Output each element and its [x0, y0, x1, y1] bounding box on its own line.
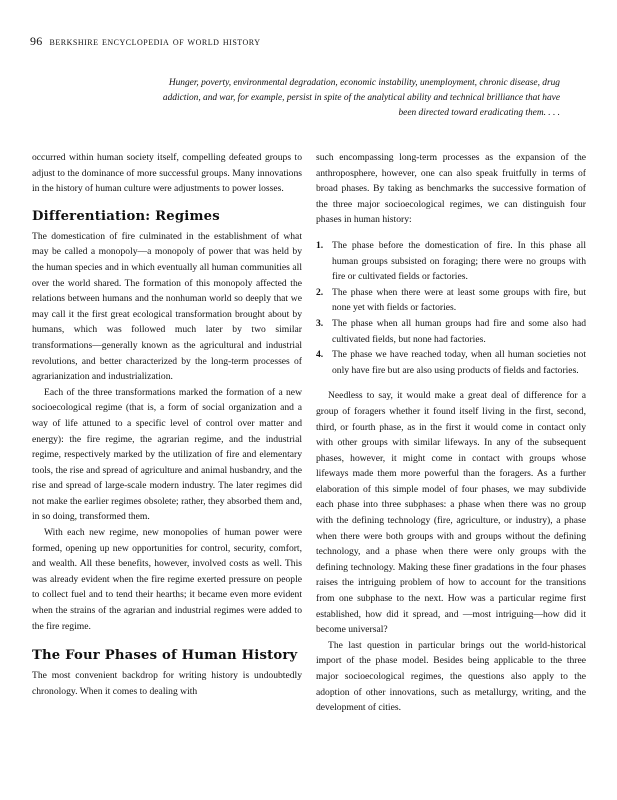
- paragraph: Each of the three transformations marked the formation of a new socioecological regime (that is, a form of social organization and a way of life attuned to a specific level of control over matter and energy): the fire regime, the agrarian regime, and the industrial regime, respectively marked by the utilization of fire and elementary tools, the rise and spread of agriculture and animal husbandry, and the rise and spread of large-scale modern industry. The later regimes did not make the earlier regimes obsolete; rather, they absorbed them and, in so doing, transformed them.: [32, 386, 302, 523]
- list-number: 4.: [316, 349, 324, 361]
- list-item: [316, 347, 586, 378]
- section-heading-regimes: Differentiation: Regimes: [32, 208, 220, 224]
- list-item-text: The phase when all human groups had fire and some also had cultivated fields, but none had factories.: [332, 317, 586, 345]
- running-title: berkshire encyclopedia of world history: [49, 34, 261, 48]
- paragraph: such encompassing long-term processes as the expansion of the anthroposphere, however, one can also speak fruitfully in terms of broad phases. By taking as benchmarks the successive formation of the three major socioecological regimes, we can distinguish four phases in human history:: [316, 152, 586, 226]
- list-number: 1.: [316, 239, 324, 251]
- list-number: 2.: [316, 286, 324, 298]
- phase-list: [316, 238, 586, 378]
- paragraph: With each new regime, new monopolies of human power were formed, opening up new opportunities for control, security, comfort, and wealth. All these benefits, however, involved costs as well. This was already evident when the fire regime exerted pressure on people to collect fuel and to tend their hearths; it became even more evident when the strains of the agrarian and industrial regimes were added to the fire regime.: [32, 527, 302, 632]
- epigraph-quote: [150, 76, 560, 121]
- paragraph: The last question in particular brings out the world-historical import of the phase model. Besides being applicable to the three major socioecological regimes, the questions also apply to the adoption of other innovations, such as metallurgy, writing, and the development of cities.: [316, 639, 586, 714]
- paragraph: The most convenient backdrop for writing history is undoubtedly chronology. When it comes to dealing with: [32, 670, 302, 697]
- left-column: [32, 150, 302, 699]
- list-item-text: The phase before the domestication of fire. In this phase all human groups subsisted on foraging; there were no groups with fire or cultivated fields or factories.: [332, 239, 586, 283]
- section-heading-four-phases: The Four Phases of Human History: [32, 648, 298, 664]
- right-column: [316, 150, 586, 716]
- page-number: 96: [30, 34, 43, 48]
- paragraph: The domestication of fire culminated in the establishment of what may be called a monopoly—a monopoly of power that was held by the human species and in which eventually all human communities all over the world shared. The formation of this monopoly affected the relations between humans and the nonhuman world so deeply that we may call it the first great ecological transformation brought about by humans, which was followed much later by two similar transformations—generally known as the agricultural and industrial revolutions, and better characterized by the long-term processes of agrarianization and industrialization.: [32, 230, 302, 383]
- epigraph-text: Hunger, poverty, environmental degradation, economic instability, unemployment, chronic disease, drug addiction, and war, for example, persist in spite of the analytical ability and technical brilliance that have been directed toward eradicating them. . . .: [162, 78, 560, 118]
- list-item: [316, 316, 586, 347]
- list-item-text: The phase when there were at least some groups with fire, but none yet with fields or factories.: [332, 286, 586, 314]
- paragraph: Needless to say, it would make a great deal of difference for a group of foragers whether it found itself living in the first, second, third, or fourth phase, as in the first it would come in contact only with other groups with similar lifeways. In any of the subsequent phases, however, it might come in contact with groups whose lifeways made them more powerful than the foragers. As a further elaboration of this simple model of four phases, we may subdivide each phase into three subphases: a phase when there was no group with the defining technology (fire, agriculture, or industry), a phase when there were both groups with and groups without the defining technology, and a phase when there were only groups with the defining technology. Making these finer gradations in the four phases raises the intriguing problem of how to account for the transitions from one subphase to the next. How was a particular regime first established, how did it spread, and —most intriguing—how did it become universal?: [316, 390, 586, 636]
- running-header: [30, 34, 260, 49]
- list-item: [316, 285, 586, 316]
- list-item-text: The phase we have reached today, when all human societies not only have fire but are also using products of fields and factories.: [332, 349, 586, 376]
- paragraph: occurred within human society itself, compelling defeated groups to adjust to the dominance of more successful groups. Many innovations in the history of human culture were adjustments to power losses.: [32, 152, 302, 195]
- list-item: [316, 238, 586, 285]
- list-number: 3.: [316, 317, 324, 329]
